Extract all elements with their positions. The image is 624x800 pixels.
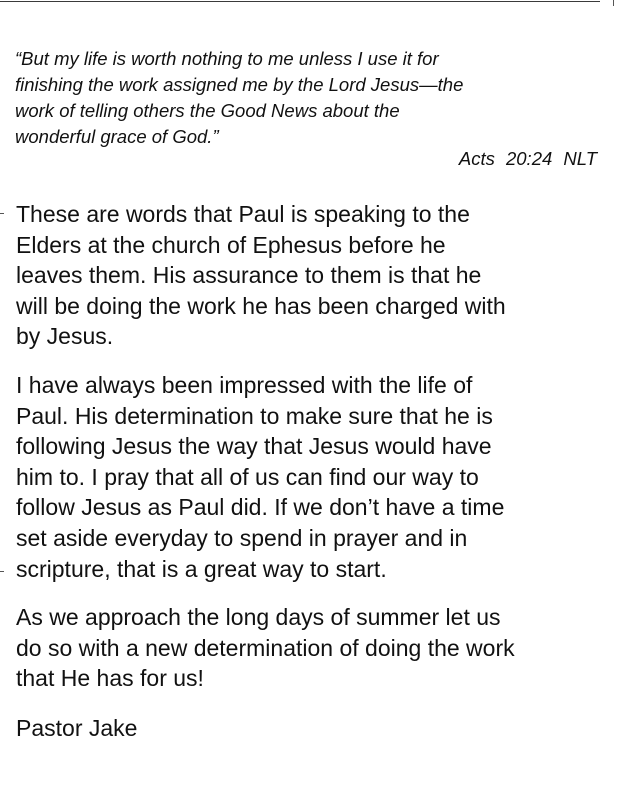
scripture-citation: Acts 20:24 NLT	[458, 148, 597, 169]
margin-mark	[0, 213, 4, 214]
margin-mark	[0, 571, 4, 572]
paragraph-3	[16, 602, 616, 694]
paragraph-line: These are words that Paul is speaking to the	[16, 201, 470, 227]
paragraph-line: As we approach the long days of summer let us	[16, 604, 501, 630]
signature: Pastor Jake	[16, 715, 138, 741]
quote-line: wonderful grace of God.”	[15, 126, 219, 147]
top-divider	[0, 1, 600, 2]
scripture-quote	[15, 46, 605, 150]
paragraph-line: I have always been impressed with the life of	[16, 372, 473, 398]
paragraph-line: do so with a new determination of doing the work	[16, 634, 515, 661]
paragraph-2	[16, 370, 616, 584]
paragraph-line: following Jesus the way that Jesus would have	[16, 433, 492, 460]
paragraph-line: follow Jesus as Paul did. If we don’t have a time	[16, 494, 505, 521]
paragraph-line: Elders at the church of Ephesus before he	[16, 231, 446, 258]
paragraph-line: will be doing the work he has been charged with	[16, 292, 506, 319]
paragraph-line: him to. I pray that all of us can find our way to	[16, 463, 479, 490]
paragraph-1	[16, 199, 616, 352]
quote-line: finishing the work assigned me by the Lord Jesus—the	[15, 74, 464, 95]
corner-mark	[613, 0, 614, 6]
quote-line: “But my life is worth nothing to me unless I use it for	[15, 48, 439, 69]
paragraph-line: leaves them. His assurance to them is that he	[16, 262, 482, 289]
paragraph-line: that He has for us!	[16, 665, 204, 692]
paragraph-line: Paul. His determination to make sure that he is	[16, 402, 493, 429]
paragraph-line: by Jesus.	[16, 323, 114, 350]
quote-line: work of telling others the Good News about the	[15, 100, 400, 121]
paragraph-line: set aside everyday to spend in prayer and in	[16, 524, 468, 551]
paragraph-line: scripture, that is a great way to start.	[16, 555, 387, 582]
